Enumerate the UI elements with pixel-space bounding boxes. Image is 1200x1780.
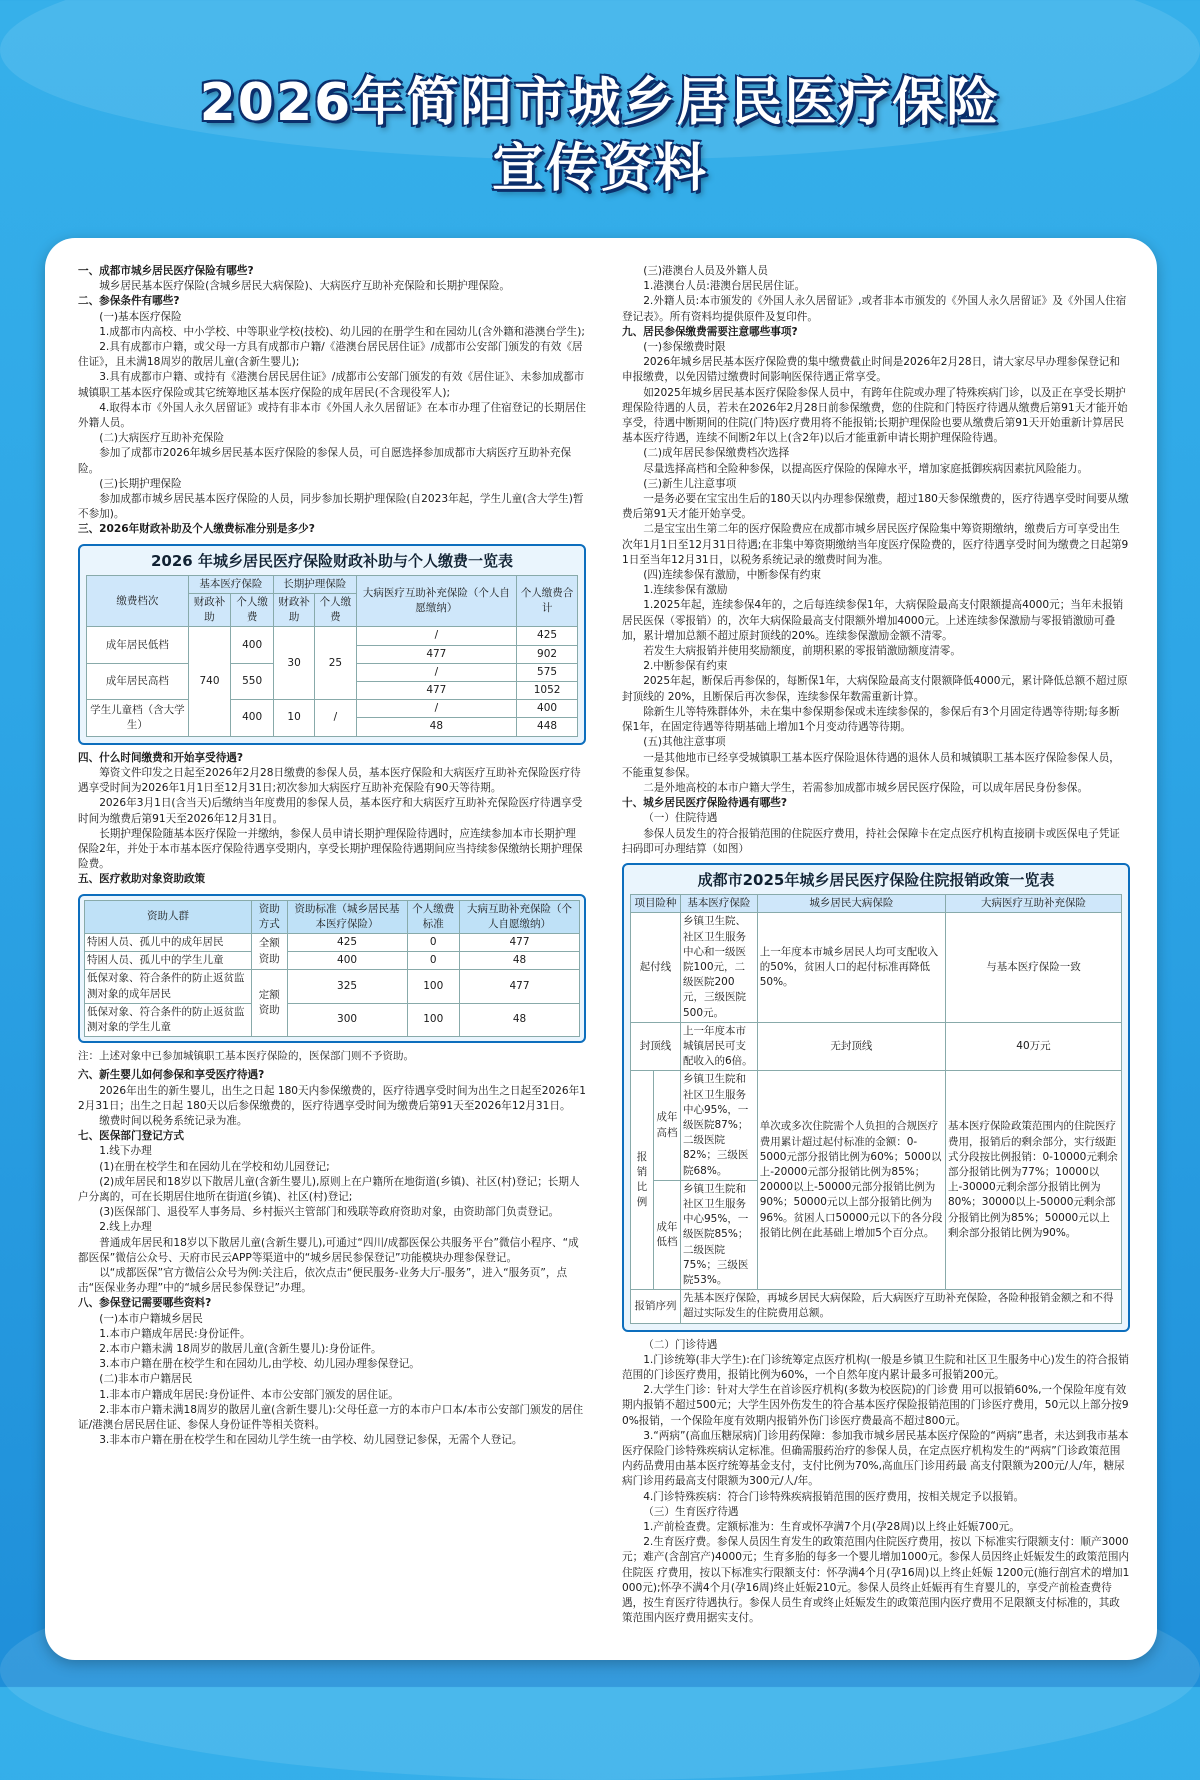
paragraph: （三）生育医疗待遇: [643, 1505, 739, 1518]
major-cell: /: [356, 700, 517, 718]
assist-way-fixed: 定额资助: [251, 970, 287, 1037]
paragraph: 筹资文件印发之日起至2026年2月28日缴费的参保人员，基本医疗保险和大病医疗互助补充保险医疗待遇享受时间为2026年1月1日至12月31日;初次参加大病医疗互助补充保险有90天等待期。: [78, 766, 581, 795]
paragraph: 1.连续参保有激励: [643, 584, 728, 597]
paragraph: 2026年3月1日(含当天)后缴纳当年度费用的参保人员，基本医疗和大病医疗互助补充保险医疗待遇享受时间为缴费后第91天至2026年12月31日。: [78, 797, 583, 825]
paragraph: 参加了成都市2026年城乡居民基本医疗保险的参保人员，可自愿选择参加成都市大病医疗互助补充保险。: [78, 447, 572, 475]
paragraph: 2.本市户籍未满 18周岁的散居儿童(含新生婴儿):身份证件。: [99, 1343, 382, 1355]
th-supp-ins: 大病医疗互助补充保险: [945, 895, 1121, 913]
paragraph: 二是宝宝出生第二年的医疗保险费应在成都市城乡居民医疗保险集中筹资期缴纳，缴费后方可享受出生次年1月1日至12月31日待遇;在非集中筹资期缴纳当年度医疗保险费的，医疗待遇享受时间为缴费之日起第91日至当年12月31日，以税务系统记录的缴费时间为准。: [622, 523, 1129, 566]
paragraph: 2.生育医疗费。参保人员因生育发生的政策范围内住院医疗费用，按以 下标准实行限额支付：顺产3000元；难产(含剖宫产)4000元；生育多胎的每多一个婴儿增加1000元。参保人员因终止妊娠发生的政策范围内住院医 疗费用，按以下标准实行限额支付：怀孕满4个月(孕16周)以上终止妊娠 1200元(施行剖宫术的增加1000元);怀孕不满4个月(孕16周)终止妊娠210元。参保人员终止妊娠再有生育婴儿的，享受产前检查费待遇，按生育医疗待遇执行。参保人员生育或终止妊娠发生的政策范围内医疗费用不足限额支付标准的，其政策范围内医疗费用据实支付。: [622, 1536, 1130, 1625]
row-adult-high: 成年居民高档: [87, 663, 189, 699]
title-line-2: 宣传资料: [491, 139, 708, 199]
deductible-basic: 乡镇卫生院、社区卫生服务中心和一级医院100元，二级医院200元，三级医院500元。: [681, 913, 758, 1022]
left-section-2: [78, 751, 586, 888]
deductible-major: 上一年度本市城乡居民人均可支配收入的50%，贫困人口的起付标准再降低50%。: [757, 913, 945, 1022]
assist-major: 48: [460, 1003, 580, 1036]
assistance-table: [78, 894, 586, 1044]
ratio-supp: 基本医疗保险政策范围内的住院医疗费用，报销后的剩余部分，实行级距式分段按比例报销：0-10000元剩余部分报销比例为77%；10000以上-30000元剩余部分报销比例为80%；30000以上-50000元剩余部分报销比例为85%；50000元以上剩余部分报销比例为90%。: [945, 1071, 1121, 1290]
th-standard: 资助标准（城乡居民基本医疗保险）: [287, 900, 407, 933]
paragraph: 城乡居民基本医疗保险(含城乡居民大病保险)、大病医疗互助补充保险和长期护理保险。: [99, 280, 511, 293]
paragraph: 1.产前检查费。定额标准为：生育或怀孕满7个月(孕28周)以上终止妊娠700元。: [643, 1521, 1020, 1534]
paragraph: (三)长期护理保险: [99, 477, 182, 490]
paragraph: 1.港澳台人员:港澳台居民居住证。: [643, 280, 806, 293]
paragraph: (3)医保部门、退役军人事务局、乡村振兴主管部门和残联等政府资助对象，由资助部门负责登记。: [99, 1206, 560, 1219]
paragraph: 2025年起，断保后再参保的，每断保1年，大病保险最高支付限额降低4000元，累计降低总额不超过原封顶线的 20%，且断保后再次参保，连续参保年数需重新计算。: [622, 675, 1128, 703]
basic-personal-low: 400: [231, 627, 274, 663]
paragraph: 若发生大病报销并使用奖励额度，前期积累的零报销激励额度清零。: [643, 645, 961, 658]
basic-personal-student: 400: [231, 700, 274, 736]
cap-basic: 上一年度本市城镇居民可支配收入的6倍。: [681, 1022, 758, 1071]
contribution-table-title: 2026 年城乡居民医疗保险财政补助与个人缴费一览表: [151, 551, 513, 570]
left-column: [78, 264, 586, 1448]
cap-major: 无封顶线: [757, 1022, 945, 1071]
title-line-1: 2026年简阳市城乡居民医疗保险: [199, 73, 1001, 133]
total-cell: 448: [517, 718, 578, 736]
assist-group: 特困人员、孤儿中的成年居民: [85, 933, 252, 951]
order-label: 报销序列: [631, 1290, 681, 1323]
poster-title: [0, 70, 1200, 202]
paragraph: 除新生儿等特殊群体外，未在集中参保期参保或未连续参保的，参保后有3个月固定待遇等待期;每多断保1年，在固定待遇等待期基础上增加1个月变动待遇等待期。: [622, 705, 1120, 734]
paragraph: (二)成年居民参保缴费档次选择: [643, 447, 790, 460]
th-total: 个人缴费合计: [517, 575, 578, 627]
major-cell: 477: [356, 682, 517, 700]
contribution-table: [78, 544, 586, 745]
assist-way-full: 全额资助: [251, 933, 287, 969]
assist-personal: 0: [407, 933, 460, 951]
inpatient-table: [622, 863, 1130, 1332]
paragraph: 4.取得本市《外国人永久居留证》或持有非本市《外国人永久居留证》在本市办理了住宿登记的长期居住外籍人员。: [78, 401, 587, 430]
assist-major: 477: [460, 970, 580, 1003]
section-heading: 四、什么时间缴费和开始享受待遇?: [78, 751, 244, 764]
paragraph: 1.成都市内高校、中小学校、中等职业学校(技校)、幼儿园的在册学生和在园幼儿(含外籍和港澳台学生);: [99, 325, 585, 338]
paragraph: (二)非本市户籍居民: [99, 1373, 193, 1386]
assist-group: 特困人员、孤儿中的学生儿童: [85, 952, 252, 970]
th-basic-personal: 个人缴费: [231, 594, 274, 627]
paragraph: 1.非本市户籍成年居民:身份证件、本市公安部门颁发的居住证。: [99, 1388, 399, 1401]
th-basic-fiscal: 财政补助: [188, 594, 231, 627]
th-ltc-fiscal: 财政补助: [273, 594, 314, 627]
th-item: 项目险种: [631, 895, 681, 913]
paragraph: （二）门诊待遇: [643, 1338, 718, 1351]
total-cell: 1052: [517, 682, 578, 700]
ratio-high-basic: 乡镇卫生院和社区卫生服务中心95%，一级医院87%；二级医院82%；三级医院68%。: [681, 1071, 758, 1180]
row-student: 学生儿童档（含大学生）: [87, 700, 189, 736]
paragraph: （一）住院待遇: [643, 812, 718, 825]
paragraph: 参加成都市城乡居民基本医疗保险的人员，同步参加长期护理保险(自2023年起，学生儿童(含大学生)暂不参加)。: [78, 493, 584, 521]
paragraph: (四)连续参保有激励，中断参保有约束: [643, 569, 821, 582]
th-major-ins: 城乡居民大病保险: [757, 895, 945, 913]
section-heading: 五、医疗救助对象资助政策: [78, 873, 206, 886]
section-heading: 六、新生婴儿如何参保和享受医疗待遇?: [78, 1069, 265, 1082]
th-ltc: 长期护理保险: [273, 575, 356, 593]
paragraph: 一是务必要在宝宝出生后的180天以内办理参保缴费，超过180天参保缴费的，医疗待遇享受时间要从缴费后第91天才能开始享受。: [622, 493, 1129, 521]
section-heading: 十、城乡居民医疗保险待遇有哪些?: [622, 797, 788, 810]
paragraph: 2.大学生门诊：针对大学生在首诊医疗机构(多数为校医院)的门诊费 用可以报销60%,一个保险年度有效期内报销不超过500元；大学生因外伤发生的符合基本医疗保险报销范围的门诊医疗费用，50元以上部分按90%报销，一个保险年度有效期内报销外伤门诊医疗费最高不超过800元。: [622, 1384, 1129, 1427]
assistance-note: 注：上述对象中已参加城镇职工基本医疗保险的，医保部门则不予资助。: [78, 1050, 414, 1063]
inpatient-table-title: 成都市2025年城乡居民医疗保险住院报销政策一览表: [697, 870, 1055, 889]
paragraph: 1.线下办理: [99, 1145, 152, 1158]
paragraph: 2.具有成都市户籍，或父母一方具有成都市户籍/《港澳台居民居住证》/成都市公安部门颁发的有效《居住证》，且未满18周岁的散居儿童(含新生婴儿);: [78, 341, 583, 369]
assist-personal: 100: [407, 1003, 460, 1036]
ratio-low-label: 成年 低档: [654, 1180, 681, 1289]
paragraph: 2026年出生的新生婴儿，出生之日起 180天内参保缴费的，医疗待遇享受时间为出生之日起至2026年12月31日；出生之日起 180天以后参保缴费的，医疗待遇享受时间为缴费后第91天至2026年12月31日。: [78, 1084, 586, 1112]
paragraph: (五)其他注意事项: [643, 736, 726, 749]
ratio-major: 单次或多次住院需个人负担的合规医疗费用累计超过起付标准的金额：0-5000元部分报销比例为60%；5000以上-20000元部分报销比例为85%；20000以上-50000元部分报销比例为90%；50000元以上部分报销比例为96%。贫困人口50000元以下的各分段报销比例在此基础上增加5个百分点。: [757, 1071, 945, 1290]
ltc-fiscal-student: 10: [273, 700, 314, 736]
paragraph: 普通成年居民和18岁以下散居儿童(含新生婴儿),可通过“四川/成都医保公共服务平台”微信小程序、“成都医保”微信公众号、天府市民云APP等渠道中的“城乡居民参保登记”功能模块办理参保登记。: [78, 1236, 579, 1264]
paragraph: 1.2025年起，连续参保4年的，之后每连续参保1年，大病保险最高支付限额提高4000元；当年未报销居民医保（零报销）的，次年大病保险最高支付限额外增加4000元。上述连续参保激励与零报销激励可叠加，累计增加总额不超过原封顶线的20%。连续参保激励金额不清零。: [622, 599, 1124, 642]
th-major-supp: 大病互助补充保险（个人自愿缴纳）: [460, 900, 580, 933]
paragraph: 3.“两病”(高血压糖尿病)门诊用药保障：参加我市城乡居民基本医疗保险的“两病”患者，未达到我市基本医疗保险门诊特殊疾病认定标准。但确需服药治疗的参保人员，在定点医疗机构发生的“两病”门诊政策范围 内药品费用由基本医疗统筹基金支付，支付比例为70%,高血压门诊用药最 高支付限额为200元/人/年，糖尿病门诊用药最高支付限额为300元/人/年。: [622, 1429, 1129, 1488]
ltc-personal-student: /: [315, 700, 356, 736]
th-category: 缴费档次: [87, 575, 189, 627]
paragraph: 尽量选择高档和全险种参保，以提高医疗保险的保障水平，增加家庭抵御疾病因素抗风险能力。: [643, 462, 1089, 475]
paragraph: 参保人员发生的符合报销范围的住院医疗费用，持社会保障卡在定点医疗机构直接刷卡或医保电子凭证扫码即可办理结算（如图）: [622, 827, 1120, 855]
paragraph: (一)基本医疗保险: [99, 310, 182, 323]
basic-personal-high: 550: [231, 663, 274, 699]
major-cell: /: [356, 663, 517, 681]
total-cell: 575: [517, 663, 578, 681]
paragraph: (一)参保缴费时限: [643, 341, 726, 354]
ratio-low-basic: 乡镇卫生院和社区卫生服务中心95%，一级医院85%；二级医院75%；三级医院53%。: [681, 1180, 758, 1289]
paragraph: 2.线上办理: [99, 1221, 152, 1234]
paragraph: 3.非本市户籍在册在校学生和在园幼儿学生统一由学校、幼儿园登记参保，无需个人登记。: [99, 1434, 523, 1447]
major-cell: /: [356, 627, 517, 645]
assist-standard: 325: [287, 970, 407, 1003]
ltc-personal: 25: [315, 627, 356, 700]
left-section-3: [78, 1068, 586, 1448]
paragraph: (2)成年居民和18岁以下散居儿童(含新生婴儿),原则上在户籍所在地街道(乡镇)、社区(村)登记；长期人户分离的，可在长期居住地所在街道(乡镇)、社区(村)登记;: [78, 1175, 580, 1203]
assist-personal: 100: [407, 970, 460, 1003]
paragraph: 1.本市户籍成年居民:身份证件。: [99, 1327, 251, 1340]
assist-major: 48: [460, 952, 580, 970]
paragraph: (三)港澳台人员及外籍人员: [643, 265, 768, 277]
paragraph: 2.外籍人员:本市颁发的《外国人永久居留证》,或者非本市颁发的《外国人永久居留证》及《外国人住宿登记表》。所有资料均提供原件及复印件。: [622, 295, 1127, 323]
cap-supp: 40万元: [945, 1022, 1121, 1071]
total-cell: 425: [517, 627, 578, 645]
assist-standard: 300: [287, 1003, 407, 1036]
paragraph: 一是其他地市已经享受城镇职工基本医疗保险退休待遇的退休人员和城镇职工基本医疗保险参保人员，不能重复参保。: [622, 751, 1120, 779]
paragraph: 1.门诊统筹(非大学生):在门诊统筹定点医疗机构(一般是乡镇卫生院和社区卫生服务中心)发生的符合报销范围的门诊医疗费用，报销比例为60%，一个自然年度内累计最多可报销200元。: [622, 1353, 1129, 1382]
paragraph: 以“成都医保”官方微信公众号为例:关注后，依次点击“便民服务-业务大厅-服务”，进入“服务页”，点击“医保业务办理”中的“城乡居民参保登记”办理。: [78, 1266, 568, 1295]
section-heading: 七、医保部门登记方式: [78, 1130, 184, 1143]
th-major: 大病医疗互助补充保险（个人自愿缴纳）: [356, 575, 517, 627]
paragraph: 2.中断参保有约束: [643, 660, 728, 673]
paragraph: (一)本市户籍城乡居民: [99, 1312, 203, 1325]
section-heading: 三、2026年财政补助及个人缴费标准分别是多少?: [78, 523, 315, 536]
paragraph: 3.具有成都市户籍、或持有《港澳台居民居住证》/成都市公安部门颁发的有效《居住证》、未参加成都市城镇职工基本医疗保险或其它统筹地区基本医疗保险的成年居民(不含现役军人);: [78, 371, 585, 399]
th-basic-ins: 基本医疗保险: [681, 895, 758, 913]
assist-group: 低保对象、符合条件的防止返贫监测对象的成年居民: [85, 970, 252, 1003]
assist-standard: 425: [287, 933, 407, 951]
deductible-supp: 与基本医疗保险一致: [945, 913, 1121, 1022]
left-section-1: [78, 264, 586, 538]
assist-personal: 0: [407, 952, 460, 970]
th-way: 资助方式: [251, 900, 287, 933]
major-cell: 477: [356, 645, 517, 663]
paragraph: (二)大病医疗互助补充保险: [99, 432, 224, 445]
right-column: [622, 264, 1130, 1626]
total-cell: 400: [517, 700, 578, 718]
ltc-fiscal: 30: [273, 627, 314, 700]
paragraph: 2026年城乡居民基本医疗保险费的集中缴费截止时间是2026年2月28日，请大家尽早办理参保登记和申报缴费，以免因错过缴费时间影响医保待遇正常享受。: [622, 356, 1120, 384]
ratio-high-label: 成年 高档: [654, 1071, 681, 1180]
paragraph: 2.非本市户籍未满18周岁的散居儿童(含新生婴儿):父母任意一方的本市户口本/本市公安部门颁发的居住证/港澳台居民居住证、参保人身份证件等相关资料。: [78, 1403, 584, 1432]
section-heading: 一、成都市城乡居民医疗保险有哪些?: [78, 265, 254, 277]
paragraph: 缴费时间以税务系统记录为准。: [99, 1114, 248, 1127]
right-section-2: [622, 1338, 1130, 1627]
paragraph: 如2025年城乡居民基本医疗保险参保人员中，有跨年住院或办理了特殊疾病门诊，以及正在享受长期护理保险待遇的人员，若未在2026年2月28日前参保缴费，您的住院和门特医疗待遇从缴费后第91天才能开始享受，待遇中断期间的住院(门特)医疗费用将不能报销;长期护理保险也要从缴费后第91天开始重新计算居民基本医疗待遇，连续不间断2年以上(含2年)以后才能重新申请长期护理保险待遇。: [622, 386, 1128, 445]
paragraph: 二是外地高校的本市户籍大学生，若需参加成都市城乡居民医疗保险，可以成年居民身份参保。: [643, 781, 1089, 794]
basic-fiscal: 740: [188, 627, 231, 736]
assist-standard: 400: [287, 952, 407, 970]
total-cell: 902: [517, 645, 578, 663]
paragraph: 3.本市户籍在册在校学生和在园幼儿,由学校、幼儿园办理参保登记。: [99, 1358, 420, 1371]
th-ltc-personal: 个人缴费: [315, 594, 356, 627]
section-heading: 九、居民参保缴费需要注意哪些事项?: [622, 325, 798, 338]
th-basic: 基本医疗保险: [188, 575, 273, 593]
paragraph: (1)在册在校学生和在园幼儿在学校和幼儿园登记;: [99, 1160, 330, 1173]
major-cell: 48: [356, 718, 517, 736]
th-group: 资助人群: [85, 900, 252, 933]
section-heading: 八、参保登记需要哪些资料?: [78, 1297, 212, 1310]
paragraph: 长期护理保险随基本医疗保险一并缴纳，参保人员申请长期护理保险待遇时，应连续参加本市长期护理保险2年，并处于本市基本医疗保险待遇享受期内，享受长期护理保险待遇期间应当持续参保缴纳长期护理保险费。: [78, 827, 583, 871]
th-personal: 个人缴费标准: [407, 900, 460, 933]
paragraph: (三)新生儿注意事项: [643, 477, 737, 490]
right-section-1: [622, 264, 1130, 857]
assist-major: 477: [460, 933, 580, 951]
assist-group: 低保对象、符合条件的防止返贫监测对象的学生儿童: [85, 1003, 252, 1036]
ratio-label: 报销比例: [631, 1071, 654, 1290]
cap-label: 封顶线: [631, 1022, 681, 1071]
deductible-label: 起付线: [631, 913, 681, 1022]
paragraph: 4.门诊特殊疾病：符合门诊特殊疾病报销范围的医疗费用，按相关规定予以报销。: [643, 1490, 1025, 1503]
order-text: 先基本医疗保险，再城乡居民大病保险，后大病医疗互助补充保险，各险种报销金额之和不得超过实际发生的住院费用总额。: [681, 1290, 1122, 1323]
row-adult-low: 成年居民低档: [87, 627, 189, 663]
section-heading: 二、参保条件有哪些?: [78, 295, 180, 308]
